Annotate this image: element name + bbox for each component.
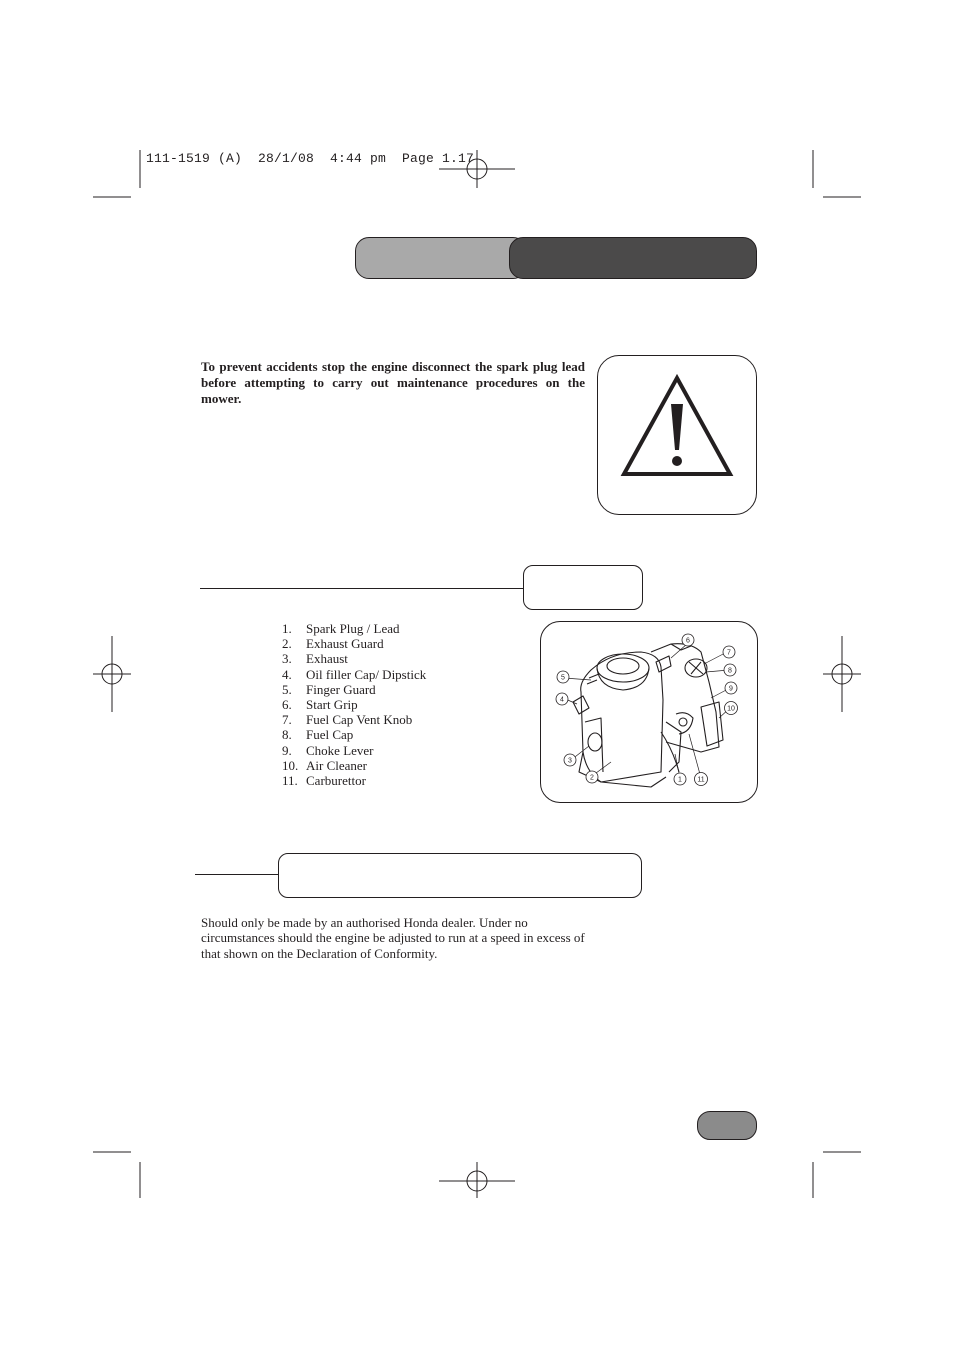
list-item: 6. Start Grip <box>282 697 358 713</box>
warning-panel <box>597 355 757 515</box>
list-item: 10. Air Cleaner <box>282 757 368 773</box>
svg-text:11: 11 <box>697 776 705 784</box>
svg-text:7: 7 <box>727 649 731 657</box>
callout-11 <box>695 773 708 786</box>
engine-diagram-panel <box>540 621 758 803</box>
callout-6 <box>682 634 694 646</box>
warning-text: To prevent accidents stop the engine disconnect the spark plug lead before attempting to carry out maintenance procedures on the mower. <box>201 359 585 406</box>
section-rule-adjustment <box>195 874 279 875</box>
parts-heading-tab <box>523 565 643 610</box>
svg-text:5: 5 <box>561 674 565 682</box>
callout-2 <box>586 771 598 783</box>
list-item: 8. Fuel Cap <box>282 727 354 743</box>
list-item: 11. Carburettor <box>282 773 366 789</box>
svg-text:2: 2 <box>590 774 594 782</box>
page-number-pill <box>697 1111 757 1140</box>
header-pill-dark <box>509 237 757 279</box>
list-item: 9. Choke Lever <box>282 742 374 758</box>
list-item: 4. Oil filler Cap/ Dipstick <box>282 666 427 682</box>
callout-5 <box>557 671 569 683</box>
parts-list <box>282 621 426 788</box>
adjustment-text: Should only be made by an authorised Honda dealer. Under no circumstances should the engine be adjusted to run at a speed in excess of that shown on the Declaration of Conformity. <box>201 915 585 961</box>
svg-text:10: 10 <box>727 705 735 713</box>
section-rule-parts <box>200 588 524 589</box>
list-item: 7. Fuel Cap Vent Knob <box>282 712 413 728</box>
warning-triangle-icon <box>598 356 756 514</box>
print-slug: 111-1519 (A) 28/1/08 4:44 pm Page 1.17 <box>146 151 475 166</box>
svg-text:6: 6 <box>686 637 690 645</box>
svg-text:1: 1 <box>678 776 682 784</box>
callout-10 <box>725 702 738 715</box>
svg-text:8: 8 <box>728 667 732 675</box>
callout-7 <box>723 646 735 658</box>
svg-text:4: 4 <box>560 696 564 704</box>
list-item: 5. Finger Guard <box>282 681 376 697</box>
list-item: 1. Spark Plug / Lead <box>282 621 400 636</box>
header-pill-light <box>355 237 527 279</box>
callout-1 <box>674 773 686 785</box>
svg-text:9: 9 <box>729 685 733 693</box>
callout-9 <box>725 682 737 694</box>
callout-3 <box>564 754 576 766</box>
list-item: 2. Exhaust Guard <box>282 636 384 652</box>
adjustment-heading-box <box>278 853 642 898</box>
callout-8 <box>724 664 736 676</box>
svg-text:3: 3 <box>568 757 572 765</box>
engine-illustration <box>541 622 757 802</box>
callout-4 <box>556 693 568 705</box>
list-item: 3. Exhaust <box>282 651 348 667</box>
